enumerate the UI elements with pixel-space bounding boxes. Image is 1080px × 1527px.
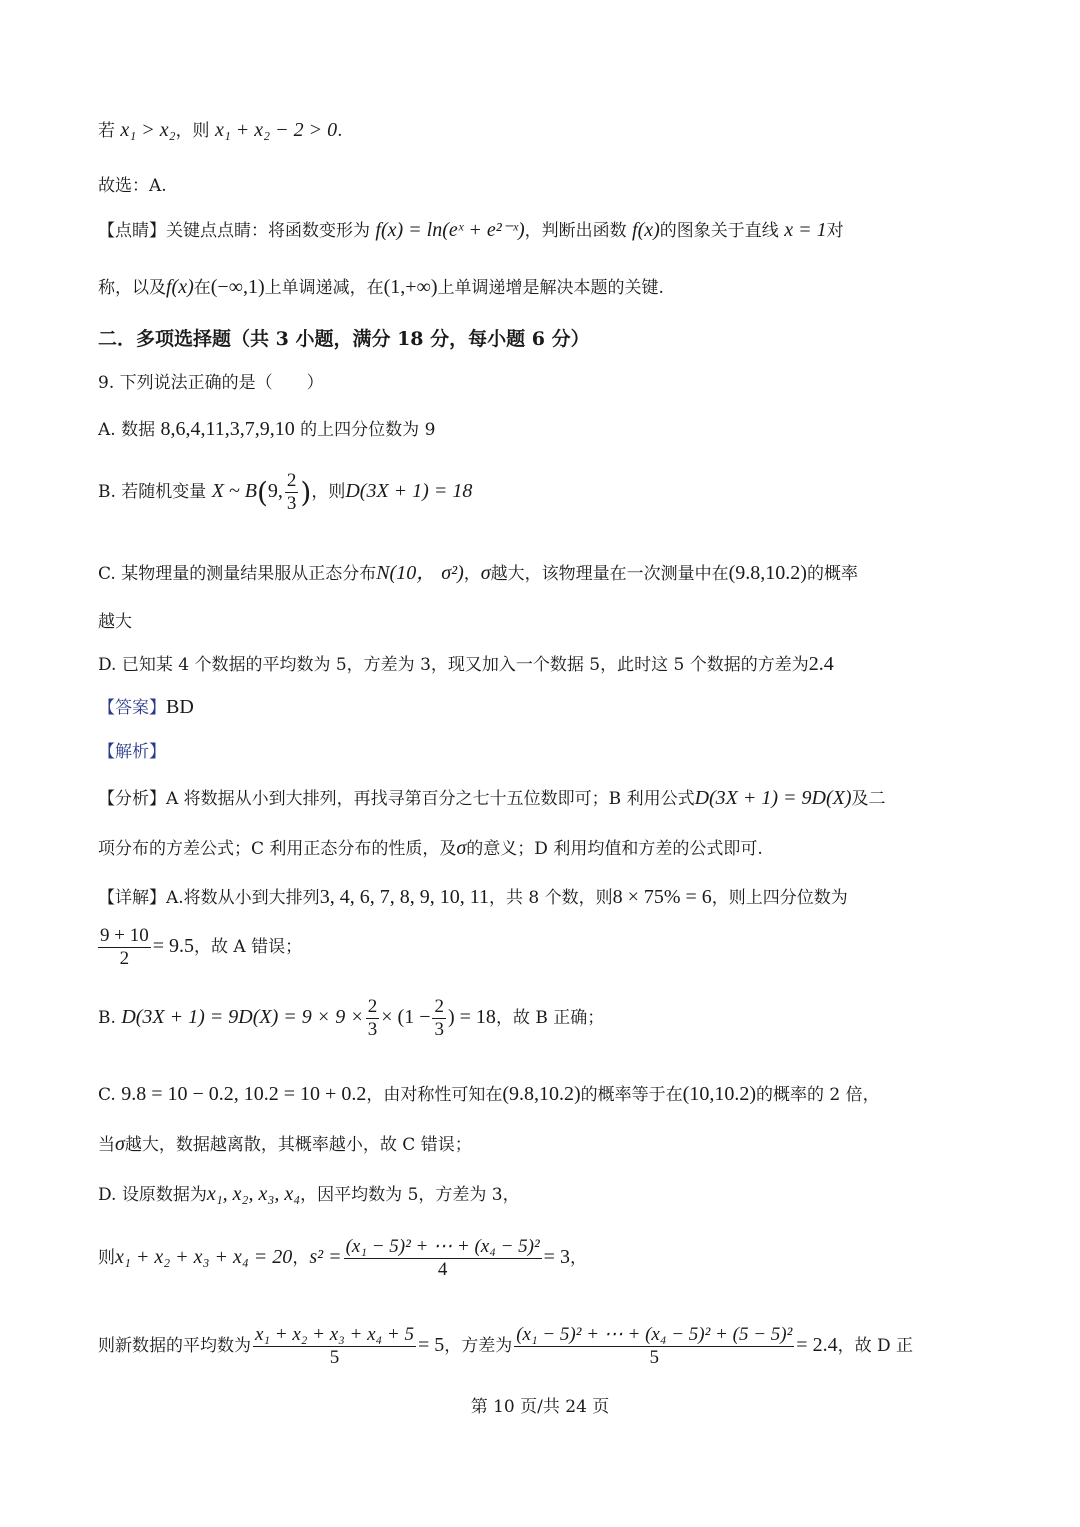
- denominator: 2: [119, 948, 130, 969]
- text: ，共 8 个数，则: [488, 888, 613, 908]
- math-expr: 2.4: [808, 653, 834, 675]
- math-expr: x₁ + x₂ + x₃ + x₄ = 20: [115, 1246, 293, 1268]
- text: ，故 D 正: [837, 1336, 914, 1356]
- math-expr: (−∞,1): [210, 276, 265, 298]
- text-line: [98, 1180, 520, 1206]
- math-expr: f(x) = ln(eˣ + e²⁻ˣ): [375, 219, 525, 241]
- answer-line: [98, 693, 194, 719]
- text: 越大，该物理量在一次测量中在: [490, 564, 729, 584]
- math-expr: x₁ > x₂: [120, 119, 176, 141]
- math-expr: N(10， σ²): [376, 562, 464, 584]
- denominator: 5: [329, 1347, 340, 1368]
- answer-tag: 【答案】: [98, 698, 166, 718]
- math-expr: (1,+∞): [383, 276, 438, 298]
- math-expr: (9.8,10.2): [728, 562, 807, 584]
- math-expr: D(3X + 1) = 18: [345, 480, 473, 502]
- text: 当: [98, 1135, 115, 1155]
- math-expr: ) = 18: [447, 1006, 496, 1028]
- text-line: [98, 171, 167, 196]
- numerator: 2: [367, 996, 378, 1017]
- text: 若: [98, 121, 115, 141]
- section-tag: 【点睛】: [98, 221, 166, 241]
- math-expr: 9.8 = 10 − 0.2, 10.2 = 10 + 0.2: [121, 1083, 367, 1105]
- math-expr: D(3X + 1) = 9D(X) = 9 × 9 ×: [121, 1006, 364, 1028]
- math-expr: x₁, x₂, x₃, x₄: [206, 1183, 301, 1205]
- fraction: [285, 470, 299, 515]
- math-expr: x = 1: [784, 219, 827, 241]
- text: ，因平均数为 5，方差为 3，: [300, 1185, 520, 1205]
- section-tag: 【详解】: [98, 888, 166, 908]
- analysis-label: 【解析】: [98, 742, 166, 762]
- text: .: [337, 121, 343, 141]
- paren: ): [300, 476, 312, 509]
- text: 故选：A.: [98, 176, 167, 196]
- paren: (: [256, 476, 268, 509]
- text: ，方差为: [444, 1336, 513, 1356]
- option-c: [98, 556, 858, 585]
- text: 的意义；D 利用均值和方差的公式即可.: [466, 839, 763, 859]
- text: 的图象关于直线: [659, 221, 779, 241]
- option-d: [98, 650, 834, 676]
- text: ，: [292, 1248, 310, 1268]
- text-line: [98, 883, 848, 909]
- fraction: [253, 1324, 416, 1369]
- text: D. 设原数据为: [98, 1185, 207, 1205]
- fraction: [432, 996, 446, 1041]
- answer-value: BD: [166, 696, 194, 718]
- fraction: [514, 1324, 794, 1369]
- math-expr: = 2.4: [796, 1334, 838, 1356]
- math-expr: 8 × 75% = 6: [612, 886, 712, 908]
- numerator: (x₁ − 5)² + ⋯ + (x₄ − 5)²: [345, 1236, 540, 1257]
- text: ，则: [175, 121, 210, 141]
- math-expr: (10,10.2): [682, 1083, 756, 1105]
- math-expr: x₁ + x₂ − 2 > 0: [214, 119, 338, 141]
- text: A. 数据: [98, 420, 156, 440]
- text-line: [98, 273, 664, 299]
- math-expr: = 5: [417, 1334, 445, 1356]
- text: 则: [98, 1248, 115, 1268]
- option-b: [98, 470, 472, 515]
- numerator: 9 + 10: [100, 925, 149, 946]
- text: D. 已知某 4 个数据的平均数为 5，方差为 3，现又加入一个数据 5，此时这 5 个数据的方差为: [98, 655, 809, 675]
- math-expr: f(x): [166, 276, 194, 298]
- text: 项分布的方差公式；C 利用正态分布的性质，及: [98, 839, 457, 859]
- analysis-tag: [98, 737, 166, 762]
- math-expr: = 9.5: [152, 935, 194, 957]
- denominator: 3: [434, 1019, 444, 1040]
- text: ，则: [311, 482, 346, 502]
- option-a: [98, 415, 435, 441]
- math-expr: = 3: [543, 1246, 570, 1268]
- numerator: x₁ + x₂ + x₃ + x₄ + 5: [255, 1324, 414, 1345]
- numerator: (x₁ − 5)² + ⋯ + (x₄ − 5)² + (5 − 5)²: [516, 1324, 793, 1345]
- numerator: 2: [286, 470, 297, 491]
- text-line: [98, 834, 763, 860]
- denominator: 3: [286, 493, 297, 514]
- text: 的概率的 2 倍，: [756, 1085, 880, 1105]
- text: B.: [98, 1008, 116, 1028]
- text-line: [98, 116, 343, 142]
- text: ，: [463, 564, 481, 584]
- text: ，: [569, 1248, 587, 1268]
- text: 及二: [851, 789, 886, 809]
- text: 越大，数据越离散，其概率越小，故 C 错误；: [124, 1135, 472, 1155]
- text: 的上四分位数为 9: [300, 420, 436, 440]
- text: B. 若随机变量: [98, 482, 207, 502]
- text: 则新数据的平均数为: [98, 1336, 251, 1356]
- math-expr: σ: [480, 562, 491, 584]
- page-footer: 第 10 页/共 24 页: [470, 1397, 610, 1417]
- text-line: 越大: [98, 612, 132, 632]
- text: A.将数从小到大排列: [166, 888, 320, 908]
- text-line: [98, 216, 844, 242]
- denominator: 3: [367, 1019, 378, 1040]
- math-expr: D(3X + 1) = 9D(X): [694, 787, 852, 809]
- math-expr: × (1 −: [381, 1006, 431, 1028]
- text: C. 某物理量的测量结果服从正态分布: [98, 564, 377, 584]
- math-expr: X ~ B: [211, 480, 257, 502]
- text: ，故 A 错误；: [194, 937, 303, 957]
- text: A 将数据从小到大排列，再找寻第百分之七十五位数即可；B 利用公式: [166, 789, 695, 809]
- text: 称，以及: [98, 278, 166, 298]
- text: ，由对称性可知在: [366, 1085, 503, 1105]
- text: 的概率等于在: [580, 1085, 683, 1105]
- math-expr: (9.8,10.2): [502, 1083, 581, 1105]
- text: 的概率: [806, 564, 858, 584]
- question-stem: 9. 下列说法正确的是（ ）: [98, 373, 324, 393]
- fraction: [344, 1236, 542, 1281]
- text: 上单调递增是解决本题的关键.: [437, 278, 664, 298]
- section-tag: 【分析】: [98, 789, 166, 809]
- text: ，故 B 正确；: [495, 1008, 605, 1028]
- denominator: 5: [649, 1347, 660, 1368]
- text-line: [98, 925, 302, 970]
- math-expr: σ: [456, 837, 467, 859]
- fraction: [366, 996, 380, 1041]
- math-expr: s² =: [309, 1246, 342, 1268]
- text: 上单调递减，在: [264, 278, 384, 298]
- math-expr: 3, 4, 6, 7, 8, 9, 10, 11: [319, 886, 489, 908]
- text-line: [98, 784, 886, 810]
- math-expr: σ: [115, 1133, 125, 1155]
- math-expr: 9,: [267, 480, 283, 502]
- math-expr: 8,6,4,11,3,7,9,10: [160, 418, 295, 440]
- text: 在: [193, 278, 211, 298]
- numerator: 2: [434, 996, 444, 1017]
- text-line: [98, 1236, 587, 1281]
- text: ，判断出函数: [524, 221, 627, 241]
- text-line: [98, 1130, 472, 1156]
- math-expr: f(x): [632, 219, 660, 241]
- text: C.: [98, 1085, 116, 1105]
- text: 关键点点睛：将函数变形为: [166, 221, 370, 241]
- text-line: [98, 1324, 913, 1369]
- denominator: 4: [437, 1259, 448, 1280]
- text-line: [98, 1080, 880, 1106]
- text-line: [98, 996, 604, 1041]
- text: 对: [826, 221, 844, 241]
- fraction: [98, 925, 151, 970]
- section-heading: 二．多项选择题（共 3 小题，满分 18 分，每小题 6 分）: [98, 328, 590, 350]
- text: ，则上四分位数为: [711, 888, 848, 908]
